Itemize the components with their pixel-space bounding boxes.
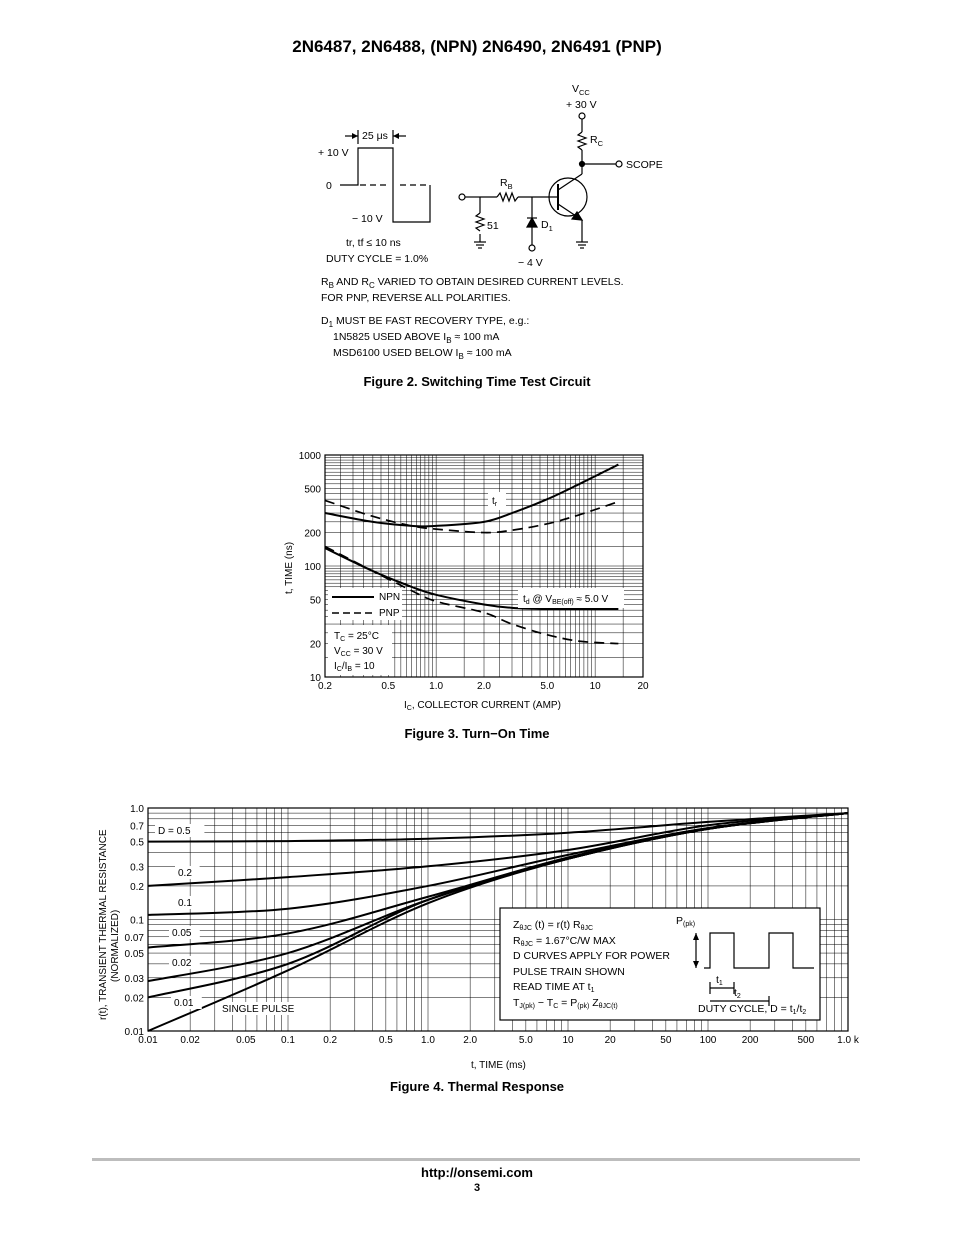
x-tick-label: 5.0: [540, 681, 555, 692]
thermal-response-chart: [92, 796, 862, 1076]
inset-line-read-time: READ TIME AT t1: [513, 981, 595, 994]
x-tick-label: 1.0: [421, 1035, 435, 1046]
r51-label: 51: [487, 220, 499, 232]
y-tick-label: 0.03: [124, 973, 144, 985]
trtf-label: tr, tf ≤ 10 ns: [346, 237, 401, 249]
x-tick-label: 10: [562, 1035, 574, 1046]
curve-label: 0.1: [178, 898, 192, 909]
x-tick-label: 5.0: [518, 1035, 533, 1046]
x-tick-label: 100: [699, 1035, 717, 1046]
y-tick-label: 500: [304, 484, 321, 496]
tc-annotation: $T_C = 25^\circ C$: [334, 631, 379, 643]
y-tick-label: 0.5: [130, 837, 144, 849]
curve-label: 0.02: [172, 958, 192, 969]
inset-t1: t1: [716, 974, 723, 987]
inset-p-pk: P(pk): [676, 915, 696, 928]
x-tick-label: 0.5: [378, 1035, 393, 1046]
figure2-caption: Figure 2. Switching Time Test Circuit: [363, 374, 591, 389]
curve-pnp-tr: [325, 500, 618, 532]
footer-url[interactable]: http://onsemi.com: [421, 1165, 533, 1180]
inset-line-d-curves: D CURVES APPLY FOR POWER: [513, 950, 670, 962]
x-tick-label: 0.01: [138, 1035, 158, 1046]
rb-label: $R_B$: [500, 177, 513, 191]
inset-line-pulse-train: PULSE TRAIN SHOWN: [513, 966, 625, 978]
curve-label: 0.01: [174, 998, 194, 1009]
curve-d-0-5: [148, 813, 848, 841]
icib-annotation: $I_C/I_B = 10$: [334, 661, 375, 673]
x-tick-label: 500: [797, 1035, 815, 1046]
inset-line-rthjc: RθJC = 1.67°C/W MAX: [513, 935, 616, 948]
vcc-annotation: $V_{CC} = 30$ V: [334, 646, 383, 658]
figure3-caption: Figure 3. Turn−On Time: [404, 726, 550, 741]
y-tick-label: 0.2: [130, 881, 144, 893]
rc-label: $R_C$: [590, 134, 604, 148]
legend-pnp: PNP: [379, 608, 400, 619]
vcc-label: $V_{CC}$: [572, 83, 590, 97]
pulse-width-label: 25 μs: [362, 130, 388, 142]
inset-duty-cycle: DUTY CYCLE, D = t1/t2: [698, 1003, 807, 1016]
y-tick-label: 100: [304, 562, 321, 573]
tr-annotation: $t_r$: [492, 496, 498, 508]
y-tick-label: 0.07: [124, 932, 144, 944]
curve-0-1: [148, 813, 848, 915]
fig3-x-axis-label: $I_C$, COLLECTOR CURRENT (AMP): [404, 700, 561, 712]
vcc-value-label: + 30 V: [566, 99, 597, 111]
x-tick-label: 1.0: [429, 681, 444, 692]
y-tick-label: 0.01: [124, 1027, 144, 1038]
footer-divider: [92, 1158, 860, 1161]
y-tick-label: 0.02: [124, 993, 144, 1005]
plus10v-label: + 10 V: [318, 147, 349, 159]
circuit-note-msd6100: MSD6100 USED BELOW $I_B \approx 100$ mA: [333, 347, 512, 362]
td-annotation: $t_d$ @ $V_{BE(off)} \approx 5.0$ V: [523, 594, 609, 606]
y-tick-label: 20: [309, 639, 321, 651]
inset-line-tj: TJ(pk) − TC = P(pk) ZθJC(t): [513, 997, 618, 1010]
y-tick-label: 0.7: [130, 821, 144, 833]
inset-t2: t2: [734, 987, 741, 1000]
x-tick-label: 1.0 k: [837, 1035, 859, 1046]
x-tick-label: 20: [637, 681, 649, 692]
fig4-y-axis-label2: (NORMALIZED): [110, 909, 121, 982]
y-tick-label: 0.3: [130, 862, 144, 874]
x-tick-label: 20: [604, 1035, 616, 1046]
x-tick-label: 200: [741, 1035, 759, 1046]
x-tick-label: 50: [660, 1035, 672, 1046]
curve-label: 0.05: [172, 928, 192, 939]
neg4v-label: − 4 V: [518, 257, 543, 269]
page-title: 2N6487, 2N6488, (NPN) 2N6490, 2N6491 (PNP): [292, 37, 662, 56]
curve-npn-tr: [325, 465, 618, 527]
curve-label: SINGLE PULSE: [222, 1004, 295, 1015]
x-tick-label: 2.0: [477, 681, 491, 692]
y-tick-label: 10: [309, 673, 321, 684]
y-tick-label: 1000: [298, 451, 321, 462]
circuit-note-1n5825: 1N5825 USED ABOVE $I_B \approx 100$ mA: [333, 331, 500, 346]
inset-line-zthjc: ZθJC (t) = r(t) RθJC: [513, 919, 594, 932]
x-tick-label: 0.1: [281, 1035, 295, 1046]
circuit-note-d1: $D_1$ MUST BE FAST RECOVERY TYPE, e.g.:: [321, 315, 530, 330]
circuit-note-pnp: FOR PNP, REVERSE ALL POLARITIES.: [321, 292, 511, 304]
switching-circuit-diagram: [300, 80, 700, 280]
x-tick-label: 0.05: [236, 1035, 256, 1046]
fig3-y-axis-label: t, TIME (ns): [284, 541, 295, 594]
y-tick-label: 50: [309, 595, 321, 607]
zero-label: 0: [326, 180, 332, 192]
y-tick-label: 0.1: [130, 915, 144, 927]
curve-label: 0.2: [178, 868, 192, 879]
fig4-y-axis-label: r(t), TRANSIENT THERMAL RESISTANCE: [98, 829, 109, 1020]
y-tick-label: 200: [304, 528, 321, 540]
y-tick-label: 0.05: [124, 949, 144, 961]
duty-cycle-label: DUTY CYCLE = 1.0%: [326, 253, 429, 265]
fig4-x-axis-label: t, TIME (ms): [471, 1060, 526, 1071]
curve-label: D = 0.5: [158, 826, 191, 837]
x-tick-label: 0.02: [180, 1035, 200, 1046]
d1-label: $D_1$: [541, 219, 553, 233]
x-tick-label: 0.2: [318, 681, 332, 692]
x-tick-label: 0.5: [381, 681, 396, 692]
minus10v-label: − 10 V: [352, 213, 383, 225]
circuit-note-rbrc: $R_B$ AND $R_C$ VARIED TO OBTAIN DESIRED CURRENT LEVELS.: [321, 276, 624, 291]
scope-label: SCOPE: [626, 159, 663, 171]
x-tick-label: 2.0: [463, 1035, 478, 1046]
legend-npn: NPN: [379, 592, 401, 603]
figure4-caption: Figure 4. Thermal Response: [389, 1079, 565, 1094]
page-number: 3: [473, 1182, 481, 1194]
x-tick-label: 10: [589, 681, 601, 692]
x-tick-label: 0.2: [323, 1035, 338, 1046]
y-tick-label: 1.0: [130, 804, 144, 815]
turn-on-time-chart: [270, 440, 670, 720]
